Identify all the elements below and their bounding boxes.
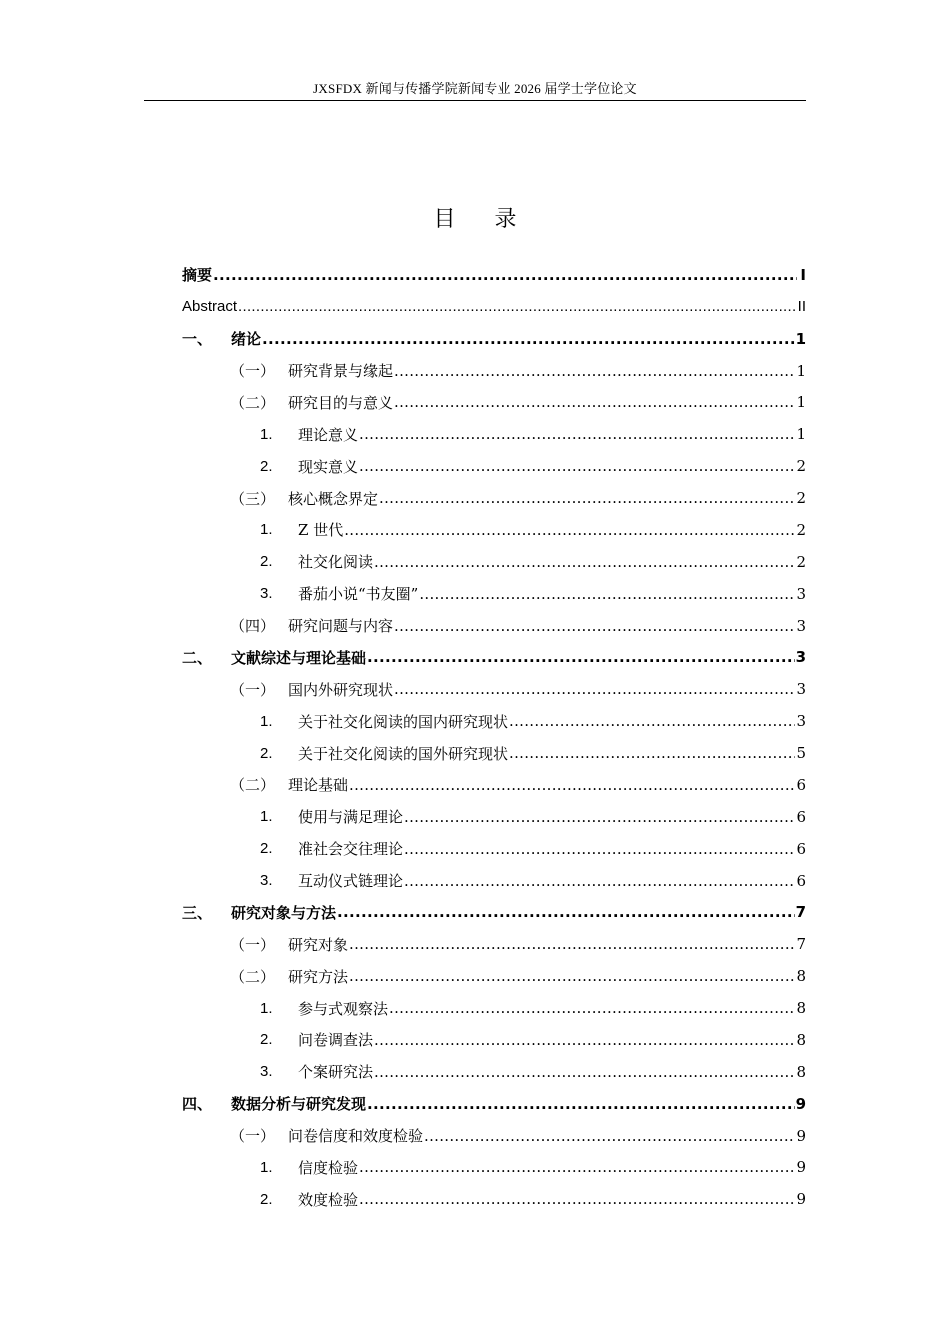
toc-entry-title: 关于社交化阅读的国内研究现状 xyxy=(298,712,509,731)
toc-leader-dots xyxy=(394,617,795,635)
toc-entry-number: 1. xyxy=(260,521,273,539)
toc-entry-title: 核心概念界定 xyxy=(288,489,379,508)
toc-leader-dots xyxy=(337,903,795,921)
toc-leader-dots xyxy=(509,744,795,762)
toc-entry-page: 6 xyxy=(796,839,806,858)
toc-entry-page: 8 xyxy=(796,967,806,986)
toc-entry-number: （一） xyxy=(230,1127,276,1146)
toc-entry-number: 2. xyxy=(260,1031,273,1049)
toc-entry[interactable] xyxy=(182,1120,806,1152)
toc-entry-number: （二） xyxy=(230,776,276,795)
toc-entry-page: 6 xyxy=(796,871,806,890)
toc-entry-title: 个案研究法 xyxy=(298,1063,374,1082)
toc-leader-dots xyxy=(389,999,795,1017)
toc-entry[interactable] xyxy=(182,323,806,355)
toc-entry-page: 9 xyxy=(796,1126,806,1145)
toc-leader-dots xyxy=(349,967,795,985)
toc-entry-title: 数据分析与研究发现 xyxy=(231,1095,367,1114)
toc-entry[interactable] xyxy=(182,769,806,801)
toc-entry-page: 6 xyxy=(796,775,806,794)
toc-entry-page: 9 xyxy=(796,1190,806,1209)
toc-leader-dots xyxy=(359,1158,795,1176)
toc-entry-page: 7 xyxy=(796,935,806,954)
toc-entry-title: 绪论 xyxy=(231,330,262,349)
toc-entry-page: 7 xyxy=(795,903,806,922)
toc-leader-dots xyxy=(213,266,797,284)
toc-title: 目 录 xyxy=(433,207,533,232)
toc-entry-page: 3 xyxy=(796,712,806,731)
toc-entry-title: 番茄小说“书友圈” xyxy=(298,585,419,604)
toc-entry-number: 3. xyxy=(260,872,273,890)
toc-entry-number: 3. xyxy=(260,1063,273,1081)
toc-entry-title: 摘要 xyxy=(182,266,213,285)
toc-entry[interactable] xyxy=(182,928,806,960)
toc-leader-dots xyxy=(349,935,795,953)
toc-entry[interactable] xyxy=(182,705,806,737)
toc-entry-title: 理论意义 xyxy=(298,425,359,444)
toc-entry-number: 1. xyxy=(260,999,273,1017)
toc-entry-title: 关于社交化阅读的国外研究现状 xyxy=(298,744,509,763)
toc-entry-number: 二、 xyxy=(182,648,213,667)
toc-entry-page: I xyxy=(800,265,806,284)
toc-entry-number: 1. xyxy=(260,1158,273,1176)
toc-entry-number: 2. xyxy=(260,744,273,762)
toc-entry-page: 6 xyxy=(796,807,806,826)
page-header: JXSFDX 新闻与传播学院新闻专业 2026 届学士学位论文 xyxy=(313,81,637,96)
toc-entry-page: 3 xyxy=(795,648,806,667)
toc-entry[interactable] xyxy=(182,355,806,387)
toc-entry-number: （三） xyxy=(230,489,276,508)
toc-entry-title: 社交化阅读 xyxy=(298,553,374,572)
toc-entry[interactable] xyxy=(182,737,806,769)
toc-entry-page: 3 xyxy=(796,616,806,635)
toc-entry-number: 3. xyxy=(260,585,273,603)
toc-entry-page: II xyxy=(797,298,806,316)
toc-entry-number: （四） xyxy=(230,617,276,636)
toc-entry[interactable] xyxy=(182,833,806,865)
toc-entry-title: 国内外研究现状 xyxy=(288,680,394,699)
toc-leader-dots xyxy=(374,1031,795,1049)
toc-entry-number: （一） xyxy=(230,935,276,954)
toc-leader-dots xyxy=(367,1095,795,1113)
toc-entry-number: 1. xyxy=(260,808,273,826)
toc-entry-number: （二） xyxy=(230,967,276,986)
toc-entry-page: 1 xyxy=(796,425,806,444)
toc-entry[interactable] xyxy=(182,801,806,833)
toc-entry-title: 互动仪式链理论 xyxy=(298,872,404,891)
table-of-contents xyxy=(182,259,806,1215)
toc-entry-page: 3 xyxy=(796,584,806,603)
toc-entry[interactable] xyxy=(182,992,806,1024)
toc-entry[interactable] xyxy=(182,1152,806,1184)
toc-entry-page: 8 xyxy=(796,1062,806,1081)
toc-entry[interactable] xyxy=(182,610,806,642)
toc-leader-dots xyxy=(509,712,795,730)
toc-leader-dots xyxy=(367,648,795,666)
toc-entry[interactable] xyxy=(182,1088,806,1120)
toc-leader-dots xyxy=(394,393,795,411)
toc-entry-title: 信度检验 xyxy=(298,1158,359,1177)
toc-leader-dots xyxy=(394,680,795,698)
toc-leader-dots xyxy=(404,808,795,826)
toc-entry-number: 2. xyxy=(260,553,273,571)
toc-entry-title: 问卷调查法 xyxy=(298,1031,374,1050)
toc-entry-page: 3 xyxy=(796,680,806,699)
toc-entry-number: 2. xyxy=(260,457,273,475)
toc-entry[interactable] xyxy=(182,865,806,897)
toc-entry[interactable] xyxy=(182,960,806,992)
toc-entry-page: 2 xyxy=(796,489,806,508)
toc-leader-dots xyxy=(374,553,795,571)
toc-leader-dots xyxy=(344,521,795,539)
toc-leader-dots xyxy=(374,1063,795,1081)
toc-entry-page: 1 xyxy=(795,329,806,348)
toc-entry-number: 三、 xyxy=(182,903,213,922)
toc-entry[interactable] xyxy=(182,450,806,482)
toc-entry-page: 2 xyxy=(796,520,806,539)
toc-entry-title: 研究对象与方法 xyxy=(231,903,337,922)
toc-entry[interactable] xyxy=(182,578,806,610)
toc-entry-title: 参与式观察法 xyxy=(298,999,389,1018)
toc-entry[interactable] xyxy=(182,418,806,450)
header-divider xyxy=(144,100,806,101)
toc-entry-number: 1. xyxy=(260,712,273,730)
toc-entry[interactable] xyxy=(182,642,806,674)
toc-entry[interactable] xyxy=(182,482,806,514)
toc-entry-title: Abstract xyxy=(182,298,238,316)
toc-entry-page: 8 xyxy=(796,999,806,1018)
toc-entry-page: 9 xyxy=(795,1094,806,1113)
toc-entry[interactable] xyxy=(182,387,806,419)
toc-leader-dots xyxy=(359,425,795,443)
toc-leader-dots xyxy=(262,330,795,348)
toc-entry-number: （一） xyxy=(230,680,276,699)
toc-entry[interactable] xyxy=(182,1056,806,1088)
toc-leader-dots xyxy=(379,489,795,507)
toc-entry-number: （一） xyxy=(230,362,276,381)
toc-entry-title: 使用与满足理论 xyxy=(298,808,404,827)
toc-entry-number: 2. xyxy=(260,1190,273,1208)
toc-entry-title: 文献综述与理论基础 xyxy=(231,648,367,667)
toc-entry-page: 1 xyxy=(796,393,806,412)
toc-entry[interactable] xyxy=(182,514,806,546)
toc-entry-page: 8 xyxy=(796,1030,806,1049)
toc-entry-title: 理论基础 xyxy=(288,776,349,795)
toc-entry[interactable] xyxy=(182,1183,806,1215)
toc-entry-title: Z 世代 xyxy=(298,521,344,540)
toc-leader-dots xyxy=(359,457,795,475)
toc-entry-title: 研究背景与缘起 xyxy=(288,362,394,381)
toc-entry-title: 准社会交往理论 xyxy=(298,840,404,859)
toc-leader-dots xyxy=(238,298,797,316)
toc-leader-dots xyxy=(419,585,795,603)
toc-entry-page: 9 xyxy=(796,1158,806,1177)
toc-leader-dots xyxy=(349,776,795,794)
toc-entry[interactable] xyxy=(182,673,806,705)
toc-entry-number: 2. xyxy=(260,840,273,858)
toc-entry-title: 问卷信度和效度检验 xyxy=(288,1127,424,1146)
toc-entry-title: 效度检验 xyxy=(298,1190,359,1209)
toc-entry[interactable] xyxy=(182,1024,806,1056)
toc-entry[interactable] xyxy=(182,897,806,929)
toc-entry-number: 1. xyxy=(260,425,273,443)
toc-entry-title: 现实意义 xyxy=(298,457,359,476)
toc-entry-title: 研究目的与意义 xyxy=(288,393,394,412)
toc-leader-dots xyxy=(394,362,795,380)
toc-entry-page: 2 xyxy=(796,457,806,476)
toc-entry-number: （二） xyxy=(230,393,276,412)
toc-entry[interactable] xyxy=(182,259,806,291)
toc-entry-number: 四、 xyxy=(182,1095,213,1114)
toc-leader-dots xyxy=(404,840,795,858)
toc-entry-title: 研究问题与内容 xyxy=(288,617,394,636)
toc-entry[interactable] xyxy=(182,546,806,578)
toc-entry-title: 研究对象 xyxy=(288,935,349,954)
toc-entry-title: 研究方法 xyxy=(288,967,349,986)
toc-entry[interactable] xyxy=(182,291,806,323)
toc-entry-number: 一、 xyxy=(182,330,213,349)
toc-leader-dots xyxy=(424,1127,795,1145)
toc-entry-page: 1 xyxy=(796,361,806,380)
toc-leader-dots xyxy=(404,872,795,890)
toc-entry-page: 2 xyxy=(796,552,806,571)
toc-leader-dots xyxy=(359,1190,795,1208)
toc-entry-page: 5 xyxy=(796,744,806,763)
